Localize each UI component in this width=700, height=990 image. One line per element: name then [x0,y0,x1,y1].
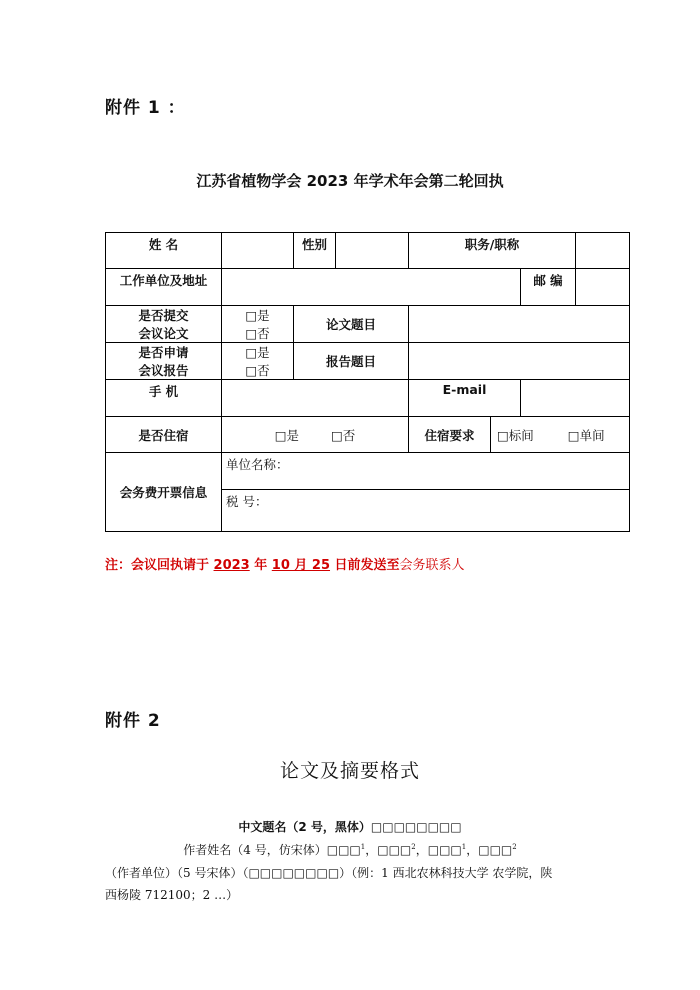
attachment-1-label: 附件 1 ： [105,98,186,118]
author-sup-1: 1 [360,843,366,851]
affiliation-line-2: 西杨陵 712100；2 …） [105,888,239,902]
lodging-label: 是否住宿 [106,417,222,453]
position-label: 职务/职称 [409,233,576,269]
author-sep-1: ， [365,843,378,857]
lodging-no-checkbox[interactable]: □否 [330,427,356,443]
affiliation-line-1: （作者单位）（5 号宋体）（□□□□□□□□）（例：1 西北农林科技大学 农学院，陕 [105,866,553,880]
gender-field[interactable] [336,233,409,269]
author-sup-2: 2 [411,843,416,851]
phone-label: 手 机 [106,380,222,417]
room-single-checkbox[interactable]: □单间 [567,427,605,443]
gender-label: 性别 [294,233,336,269]
invoice-unit-field[interactable] [222,453,630,490]
report-title-field[interactable] [409,343,630,380]
author-box-3: □□□ [427,843,462,857]
name-label: 姓 名 [106,233,222,269]
note-contact: 会务联系人 [399,558,465,573]
author-box-4: □□□ [478,843,513,857]
receipt-form-table [105,232,630,532]
deadline-note [105,554,465,573]
author-sep-2: ， [415,843,428,857]
position-field[interactable] [576,233,630,269]
submit-paper-label-2: 会议论文 [138,326,189,341]
apply-report-label-2: 会议报告 [138,363,189,378]
author-box-2: □□□ [377,843,412,857]
email-label: E-mail [409,380,521,417]
receipt-title: 江苏省植物学会 2023 年学术年会第二轮回执 [196,172,504,190]
lodging-yes-checkbox[interactable]: □是 [274,427,300,443]
note-year: 2023 [213,558,250,573]
author-line [0,841,700,858]
apply-report-no-checkbox[interactable]: □否 [245,363,270,378]
submit-paper-label [106,306,222,343]
workplace-label: 工作单位及地址 [106,269,222,306]
cn-title-line: 中文题名（2 号，黑体）□□□□□□□□ [238,820,462,834]
invoice-tax-label: 税 号： [226,494,268,509]
invoice-unit-label: 单位名称： [226,457,289,472]
workplace-field[interactable] [222,269,521,306]
apply-report-label-1: 是否申请 [138,345,189,360]
room-requirement-label: 住宿要求 [409,417,491,453]
email-field[interactable] [521,380,630,417]
name-field[interactable] [222,233,294,269]
apply-report-yes-checkbox[interactable]: □是 [245,345,270,360]
author-sup-4: 2 [512,843,517,851]
lodging-options [222,417,409,453]
postcode-field[interactable] [576,269,630,306]
apply-report-label [106,343,222,380]
note-month-day: 10 月 25 [271,558,331,573]
paper-title-field[interactable] [409,306,630,343]
format-title: 论文及摘要格式 [279,760,420,782]
author-sep-3: ， [466,843,479,857]
submit-paper-options [222,306,294,343]
submit-paper-yes-checkbox[interactable]: □是 [245,308,270,323]
phone-field[interactable] [222,380,409,417]
note-prefix: 注：会议回执请于 [105,558,214,573]
room-standard-checkbox[interactable]: □标间 [497,427,534,443]
apply-report-options [222,343,294,380]
invoice-label: 会务费开票信息 [106,453,222,532]
author-box-1: □□□ [326,843,361,857]
invoice-tax-field[interactable] [222,490,630,532]
room-options [491,417,630,453]
postcode-label: 邮 编 [521,269,576,306]
submit-paper-label-1: 是否提交 [138,308,189,323]
attachment-2-label: 附件 2 [105,711,161,731]
report-title-label: 报告题目 [294,343,409,380]
paper-title-label: 论文题目 [294,306,409,343]
author-sup-3: 1 [461,843,467,851]
note-date-suffix: 日前发送至 [330,558,400,573]
note-year-suffix: 年 [249,558,272,573]
author-prefix: 作者姓名（4 号，仿宋体） [183,843,327,857]
submit-paper-no-checkbox[interactable]: □否 [245,326,270,341]
